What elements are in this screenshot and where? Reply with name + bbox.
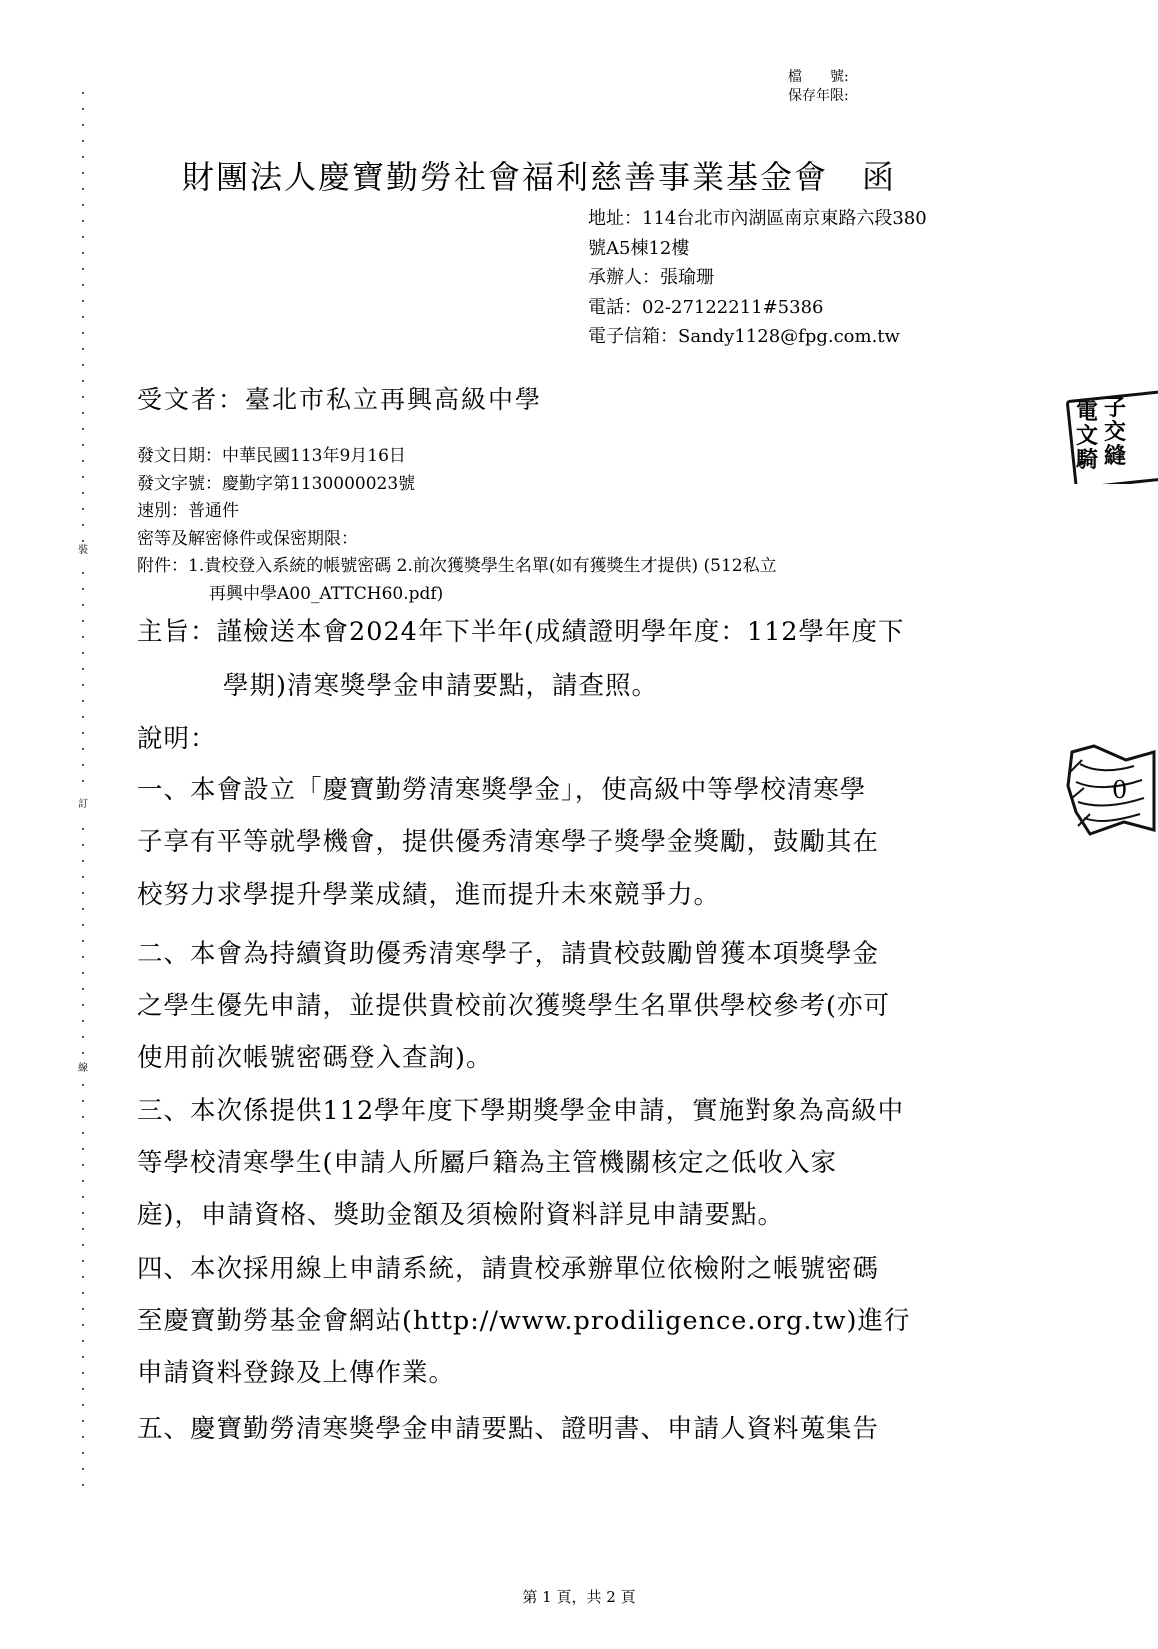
handler: 承辦人：張瑜珊	[588, 267, 714, 288]
retention-label: 保存年限:	[788, 88, 849, 104]
stamp-char: 交	[1104, 419, 1127, 445]
binding-mark-middle: 訂	[78, 799, 88, 810]
file-number-label: 檔 號:	[788, 69, 849, 85]
document-meta	[137, 443, 777, 608]
item-4-line-2: 至慶寶勤勞基金會網站(http://www.prodiligence.org.tw)進行	[137, 1306, 911, 1336]
address-line-1: 地址：114台北市內湖區南京東路六段380	[588, 208, 927, 229]
item-2-line-3: 使用前次帳號密碼登入查詢)。	[137, 1043, 493, 1073]
binding-mark-top: 裝	[78, 545, 88, 556]
item-3-line-1: 三、本次係提供112學年度下學期獎學金申請，實施對象為高級中	[137, 1096, 905, 1126]
recipient: 受文者：臺北市私立再興高級中學	[137, 385, 543, 414]
electronic-document-stamp	[1066, 388, 1158, 484]
item-1-line-3: 校努力求學提升學業成績，進而提升未來競爭力。	[137, 880, 721, 910]
item-3-line-2: 等學校清寒學生(申請人所屬戶籍為主管機關核定之低收入家	[137, 1148, 837, 1178]
binding-mark-bottom: 線	[78, 1063, 88, 1074]
stamp-char: 子	[1104, 395, 1127, 421]
stamp-char: 縫	[1104, 443, 1127, 469]
item-1-line-1: 一、本會設立「慶寶勤勞清寒獎學金」，使高級中等學校清寒學	[137, 775, 867, 805]
subject-line-2: 學期)清寒獎學金申請要點，請查照。	[223, 671, 658, 701]
stamp-char: 騎	[1076, 447, 1099, 473]
item-2-line-1: 二、本會為持續資助優秀清寒學子，請貴校鼓勵曾獲本項獎學金	[137, 939, 880, 969]
file-meta	[788, 68, 849, 106]
secrecy-level: 密等及解密條件或保密期限：	[137, 528, 358, 549]
item-2-line-2: 之學生優先申請，並提供貴校前次獲獎學生名單供學校參考(亦可	[137, 991, 890, 1021]
item-1-line-2: 子享有平等就學機會，提供優秀清寒學子獎學金獎勵，鼓勵其在	[137, 827, 880, 857]
attachment-line-1: 附件：1.貴校登入系統的帳號密碼 2.前次獲獎學生名單(如有獲獎生才提供) (512私立	[137, 556, 777, 576]
seal-digit: 0	[1112, 776, 1128, 804]
phone: 電話：02-27122211#5386	[588, 296, 824, 318]
item-4-line-1: 四、本次採用線上申請系統，請貴校承辦單位依檢附之帳號密碼	[137, 1254, 880, 1284]
document-number: 發文字號：慶勤字第1130000023號	[137, 473, 416, 494]
email: 電子信箱：Sandy1128@fpg.com.tw	[588, 326, 900, 347]
stamp-char: 電	[1076, 399, 1099, 425]
explanation-label: 說明：	[137, 724, 217, 754]
issue-date: 發文日期：中華民國113年9月16日	[137, 446, 406, 466]
subject-line-1: 主旨：謹檢送本會2024年下半年(成績證明學年度：112學年度下	[137, 617, 905, 647]
contact-block	[588, 204, 927, 352]
attachment-line-2: 再興中學A00_ATTCH60.pdf)	[209, 583, 444, 604]
address-line-2: 號A5棟12樓	[588, 237, 690, 259]
page-footer: 第 1 頁，共 2 頁	[522, 1588, 636, 1606]
item-3-line-3: 庭)，申請資格、獎助金額及須檢附資料詳見申請要點。	[137, 1200, 784, 1230]
document-title: 財團法人慶寶勤勞社會福利慈善事業基金會 函	[182, 158, 897, 196]
speed-class: 速別：普通件	[137, 501, 239, 521]
stamp-char: 文	[1076, 423, 1099, 449]
seal-icon	[1064, 742, 1158, 838]
item-5-line-1: 五、慶寶勤勞清寒獎學金申請要點、證明書、申請人資料蒐集告	[137, 1414, 880, 1444]
item-4-line-3: 申請資料登錄及上傳作業。	[137, 1358, 456, 1388]
